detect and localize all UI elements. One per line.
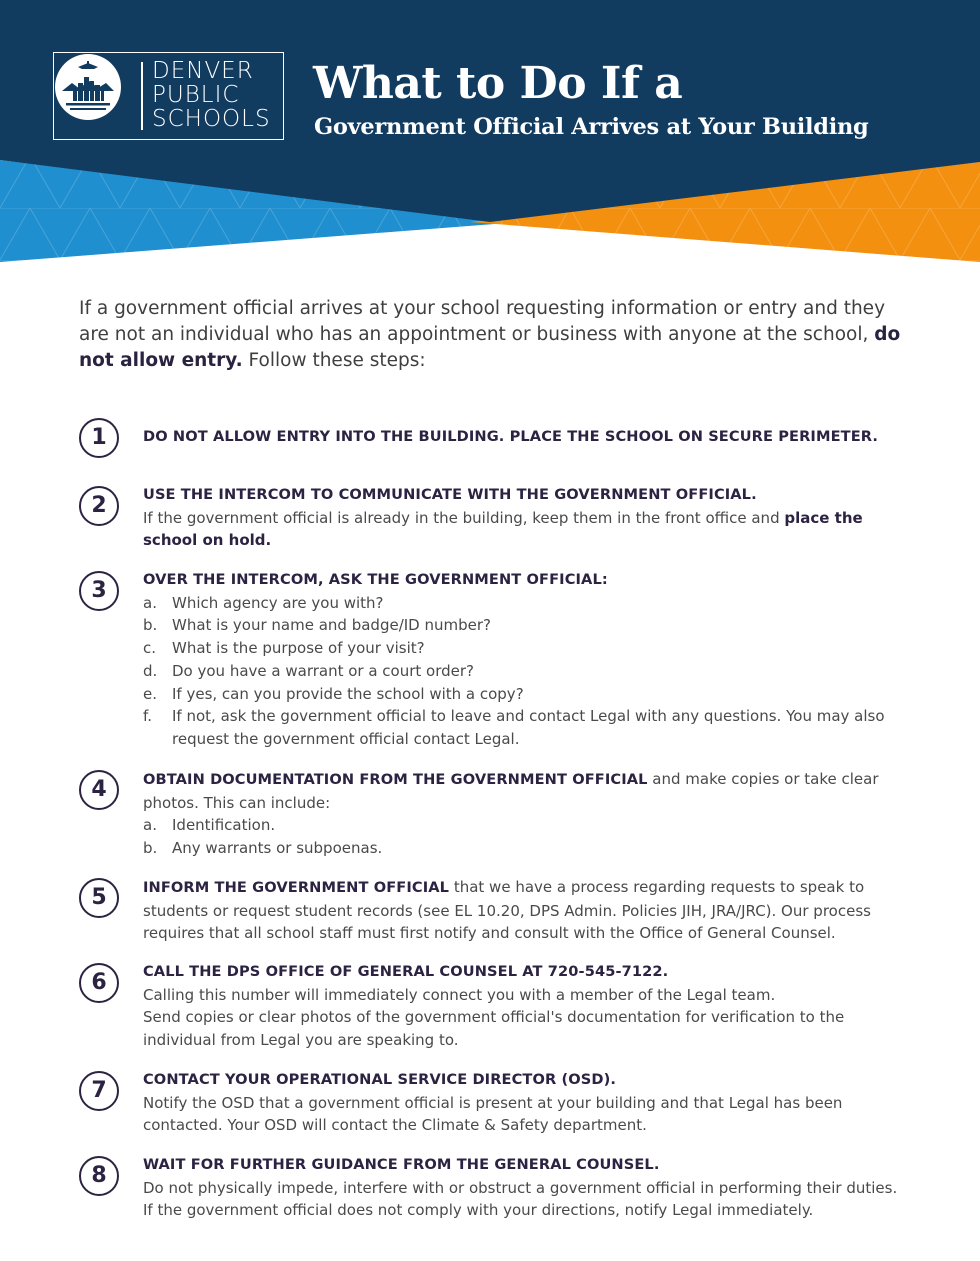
step-heading: CONTACT YOUR OPERATIONAL SERVICE DIRECTOR (OSD). (143, 1071, 617, 1088)
denver-skyline-seal-icon (54, 53, 122, 121)
list-letter: f. (143, 707, 152, 726)
page-subtitle: Government Official Arrives at Your Building (314, 114, 869, 140)
list-letter: b. (143, 839, 158, 858)
logo-line-1: DENVER (152, 58, 254, 84)
step-heading: DO NOT ALLOW ENTRY INTO THE BUILDING. PLACE THE SCHOOL ON SECURE PERIMETER. (143, 428, 879, 445)
intro-text: If a government official arrives at your school requesting information or entry and they are not an individual who has an appointment or business with anyone at the school, (79, 298, 886, 345)
logo-divider (141, 62, 143, 130)
step-text-2: Send copies or clear photos of the government official's documentation for verification to the individual from Legal you are speaking to. (143, 1008, 845, 1050)
step-text-bold: place the school on hold. (143, 508, 863, 550)
list-item (143, 837, 898, 860)
list-letter: e. (143, 684, 157, 703)
step-heading: CALL THE DPS OFFICE OF GENERAL COUNSEL AT 720-545-7122. (143, 963, 669, 980)
step-text (143, 507, 898, 552)
logo-line-2: PUBLIC (152, 82, 240, 108)
step-text-plain: If the government official is already in the building, keep them in the front office and (143, 508, 780, 527)
list-item (143, 614, 898, 637)
list-text: What is your name and badge/ID number? (172, 616, 492, 635)
list-letter: a. (143, 593, 157, 612)
intro-tail: Follow these steps: (248, 350, 426, 371)
header-banner (0, 0, 980, 265)
intro-bold: do not allow entry. (79, 324, 901, 371)
list-item (143, 705, 898, 750)
step-number-circle: 4 (79, 770, 119, 810)
step-heading: OBTAIN DOCUMENTATION FROM THE GOVERNMENT OFFICIAL (143, 771, 648, 788)
step-body (143, 876, 898, 945)
step-body (143, 961, 898, 1052)
step-body (143, 768, 898, 860)
list-text: If yes, can you provide the school with a copy? (172, 684, 524, 703)
page-title: What to Do If a (313, 58, 683, 109)
step-text-plain: that we have a process regarding requests to speak to students or request student records (see EL 10.20, DPS Admin. Policies JIH, JRA/JRC). Our process requires that all school staff must first notify and consult with the Office of General Counsel. (143, 878, 871, 943)
list-item (143, 592, 898, 615)
step-body (143, 484, 898, 552)
step-number-circle: 6 (79, 963, 119, 1003)
step-heading: INFORM THE GOVERNMENT OFFICIAL (143, 879, 450, 896)
step-body (143, 1154, 898, 1222)
step-text (143, 768, 898, 814)
step-body (143, 569, 898, 751)
list-text: Any warrants or subpoenas. (172, 839, 383, 858)
list-item (143, 637, 898, 660)
intro-paragraph (79, 296, 909, 374)
step-number-circle: 8 (79, 1156, 119, 1196)
step-text-plain: and make copies or take clear photos. This can include: (143, 770, 879, 812)
list-letter: b. (143, 616, 158, 635)
step-number-circle: 1 (79, 418, 119, 458)
step-heading: USE THE INTERCOM TO COMMUNICATE WITH THE GOVERNMENT OFFICIAL. (143, 486, 757, 503)
step-number-circle: 5 (79, 878, 119, 918)
step-body (143, 426, 898, 449)
list-letter: c. (143, 639, 157, 658)
step-text: Notify the OSD that a government official is present at your building and that Legal has been contacted. Your OSD will contact the Climate & Safety department. (143, 1093, 843, 1135)
step-heading: WAIT FOR FURTHER GUIDANCE FROM THE GENERAL COUNSEL. (143, 1156, 660, 1173)
list-text: If not, ask the government official to leave and contact Legal with any questions. You may also request the government official contact Legal. (172, 707, 885, 748)
step-number-circle: 7 (79, 1071, 119, 1111)
step-text: Calling this number will immediately connect you with a member of the Legal team. (143, 985, 776, 1004)
list-letter: a. (143, 816, 157, 835)
list-text: Do you have a warrant or a court order? (172, 661, 475, 680)
list-item (143, 660, 898, 683)
list-text: Identification. (172, 816, 276, 835)
list-text: Which agency are you with? (172, 593, 384, 612)
step-number-circle: 3 (79, 571, 119, 611)
step-heading: OVER THE INTERCOM, ASK THE GOVERNMENT OFFICIAL: (143, 571, 608, 588)
step-text: Do not physically impede, interfere with or obstruct a government official in performing their duties. If the government official does not comply with your directions, notify Legal immediately. (143, 1178, 898, 1220)
list-text: What is the purpose of your visit? (172, 639, 425, 658)
list-item (143, 683, 898, 706)
step-number-circle: 2 (79, 486, 119, 526)
logo-wordmark (152, 59, 282, 131)
list-item (143, 814, 898, 837)
dps-logo (53, 52, 284, 140)
step-body (143, 1069, 898, 1137)
list-letter: d. (143, 661, 158, 680)
step-text (143, 876, 898, 945)
logo-line-3: SCHOOLS (152, 106, 271, 132)
